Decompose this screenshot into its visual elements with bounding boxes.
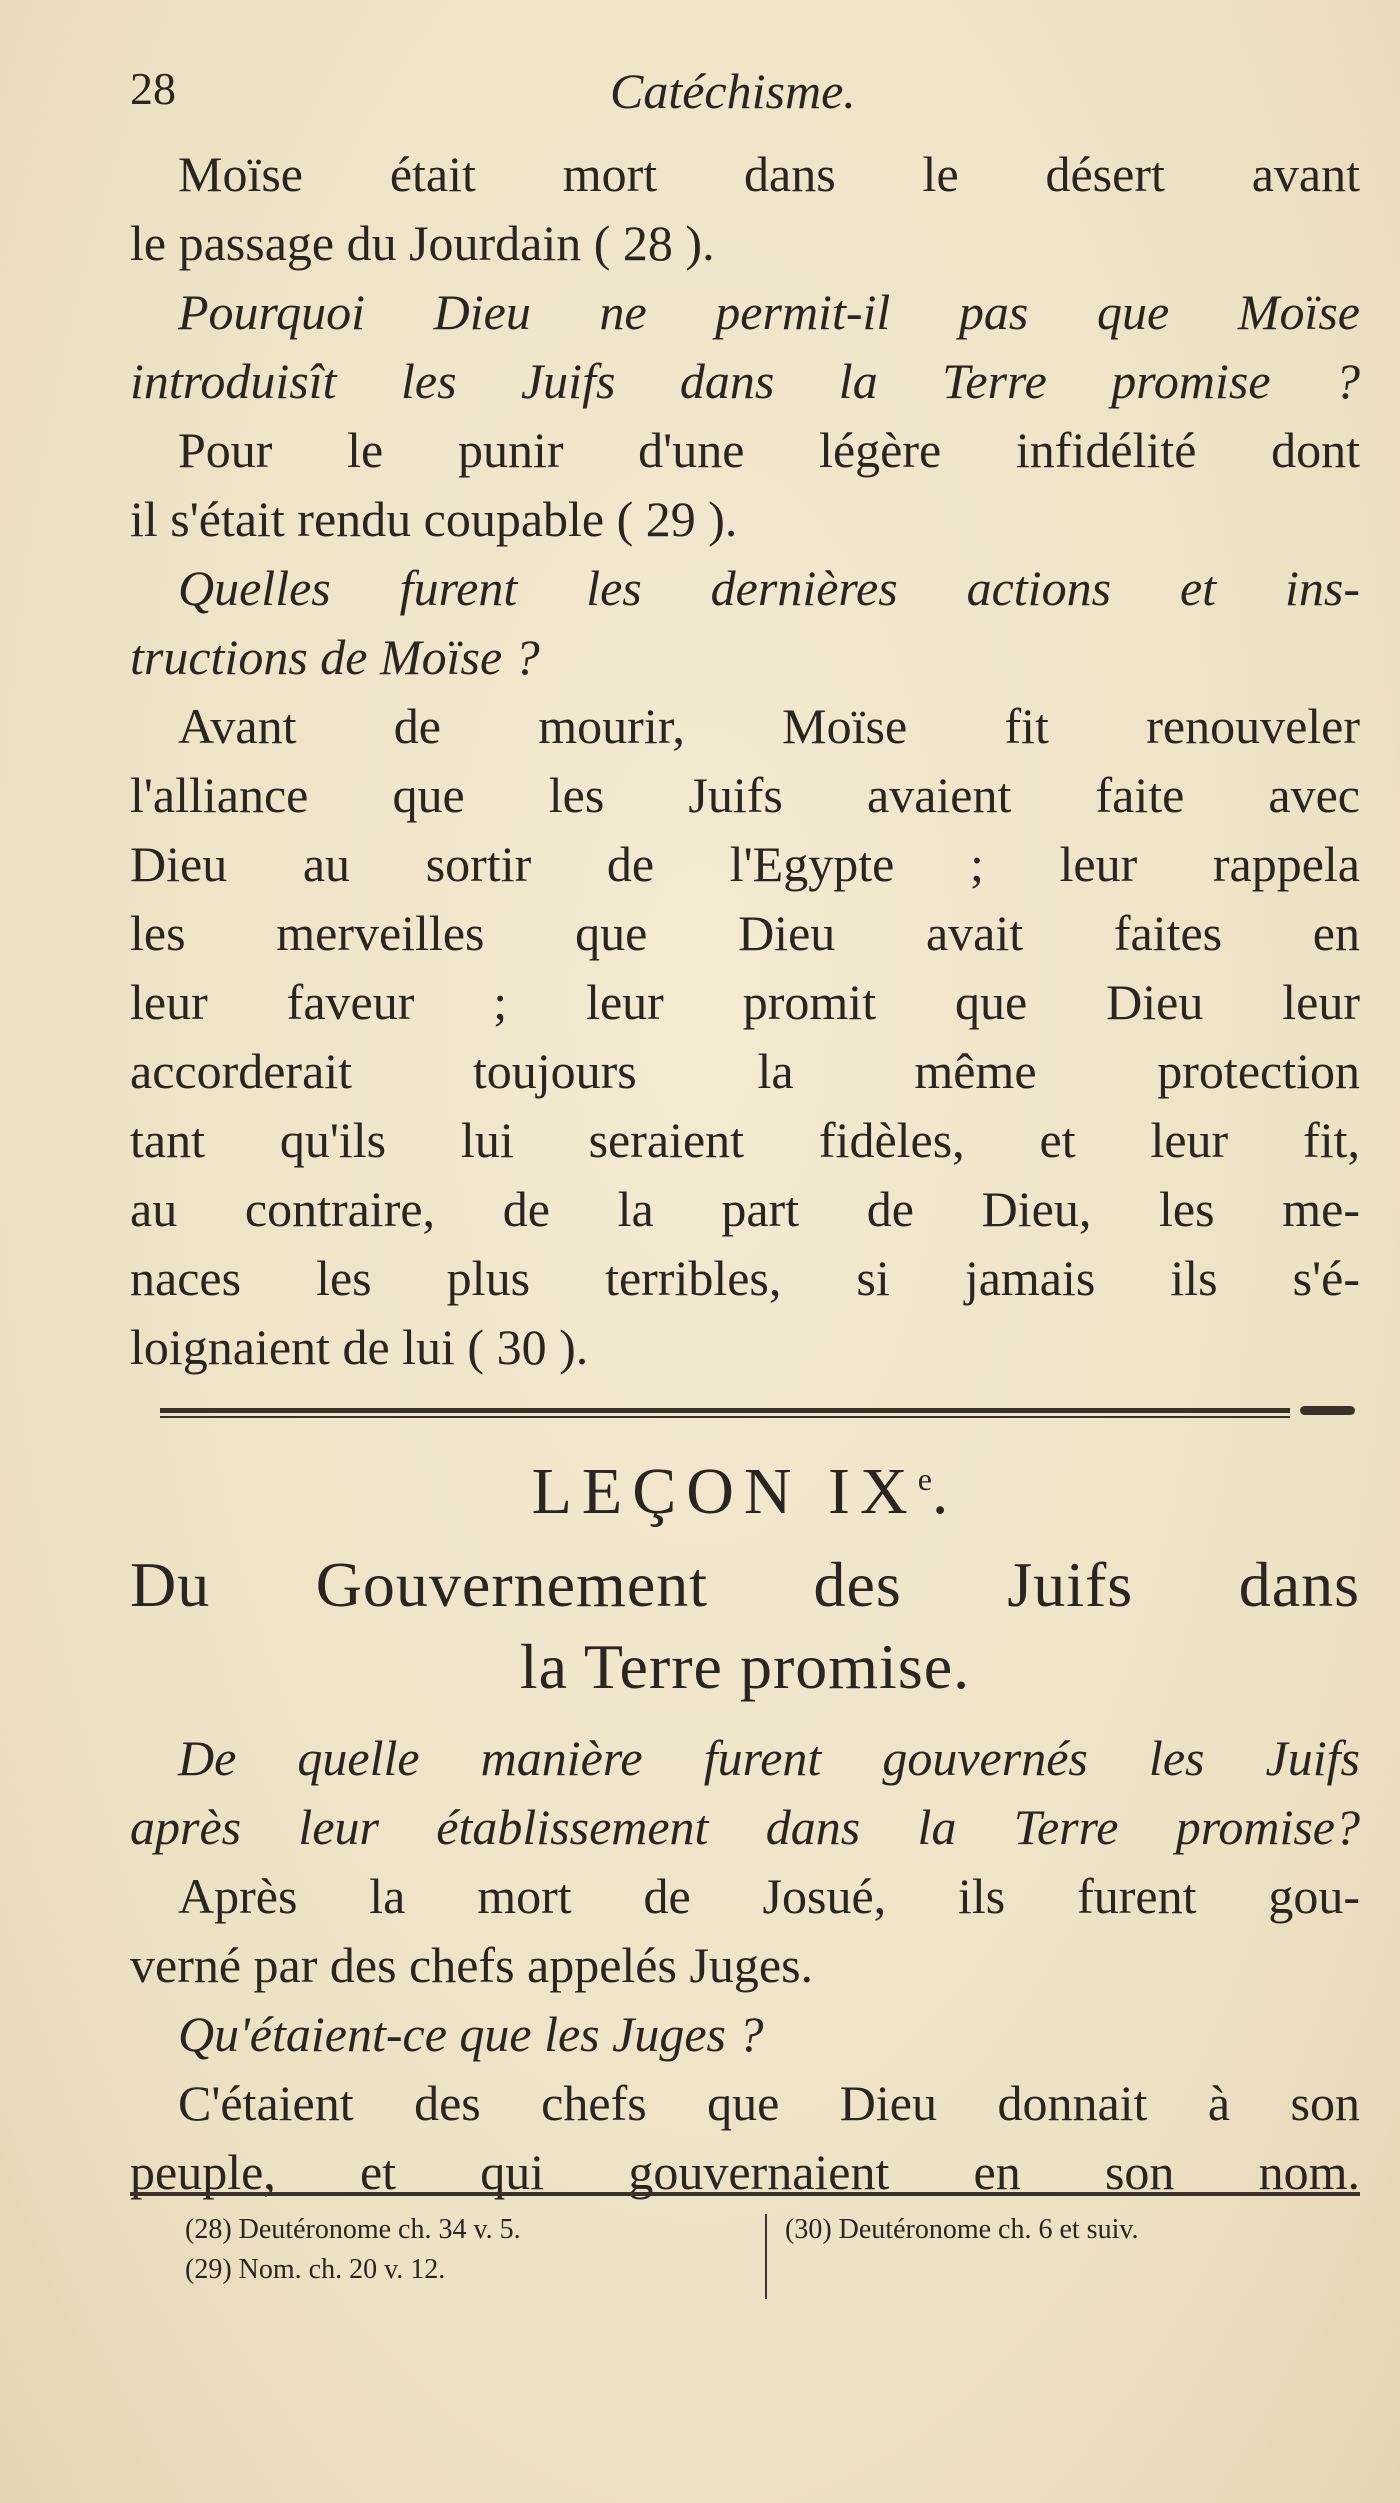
text-line: Pourquoi Dieu ne permit-il pas que Moïse [178, 284, 1360, 340]
text-line: Pour le punir d'une légère infidélité dont [178, 422, 1360, 478]
text-line: leur faveur ; leur promit que Dieu leur [130, 974, 1360, 1030]
lesson-heading [130, 1454, 1360, 1538]
text-line: peuple, et qui gouvernaient en son nom. [130, 2144, 1360, 2200]
text-line: loignaient de lui ( 30 ). [130, 1319, 589, 1375]
text-line: Moïse était mort dans le désert avant [178, 146, 1360, 202]
text-line: Avant de mourir, Moïse fit renouveler [178, 698, 1360, 754]
text-line: tructions de Moïse ? [130, 629, 540, 685]
text-line: Dieu au sortir de l'Egypte ; leur rappela [130, 836, 1360, 892]
footnotes [185, 2210, 1360, 2300]
footnote-divider [765, 2214, 767, 2299]
text-line: Après la mort de Josué, ils furent gou- [178, 1868, 1360, 1924]
footnotes-left-column [185, 2210, 755, 2290]
chapter-title-line-2: la Terre promise. [519, 1631, 971, 1702]
page-number: 28 [130, 63, 176, 114]
section-rule [130, 1384, 1360, 1440]
bottom-section [130, 1724, 1360, 2207]
text-line: naces les plus terribles, si jamais ils s'é- [130, 1250, 1360, 1306]
rule-line [160, 1408, 1290, 1418]
text-line: Qu'étaient-ce que les Juges ? [178, 2006, 764, 2062]
footnote: (28) Deutéronome ch. 34 v. 5. [185, 2214, 521, 2245]
text-line: le passage du Jourdain ( 28 ). [130, 215, 715, 271]
page-header [130, 62, 1340, 132]
text-line: au contraire, de la part de Dieu, les me- [130, 1181, 1360, 1237]
text-line: il s'était rendu coupable ( 29 ). [130, 491, 738, 547]
text-line: les merveilles que Dieu avait faites en [130, 905, 1360, 961]
lesson-label: LEÇON IX [531, 1455, 918, 1528]
running-title: Catéchisme. [610, 63, 856, 119]
chapter-title [130, 1544, 1360, 1708]
text-line: accorderait toujours la même protection [130, 1043, 1360, 1099]
rule-ornament [1300, 1406, 1355, 1415]
text-line: tant qu'ils lui seraient fidèles, et leur fit, [130, 1112, 1360, 1168]
footnote-rule [130, 2192, 1360, 2196]
text-line: après leur établissement dans la Terre promise? [130, 1799, 1360, 1855]
chapter-title-line-1: Du Gouvernement des Juifs dans [130, 1549, 1360, 1620]
footnote: (30) Deutéronome ch. 6 et suiv. [785, 2214, 1139, 2245]
lesson-superscript: e [917, 1461, 932, 1497]
top-section [130, 140, 1360, 1382]
page-body [130, 140, 1360, 2207]
text-line: De quelle manière furent gouvernés les Juifs [178, 1730, 1360, 1786]
text-line: Quelles furent les dernières actions et ins- [178, 560, 1360, 616]
footnote: (29) Nom. ch. 20 v. 12. [185, 2254, 446, 2285]
lesson-suffix: . [931, 1455, 959, 1528]
footnotes-right-column [785, 2210, 1360, 2250]
text-line: l'alliance que les Juifs avaient faite avec [130, 767, 1360, 823]
text-line: introduisît les Juifs dans la Terre promise ? [130, 353, 1360, 409]
text-line: C'étaient des chefs que Dieu donnait à son [178, 2075, 1360, 2131]
text-line: verné par des chefs appelés Juges. [130, 1937, 814, 1993]
